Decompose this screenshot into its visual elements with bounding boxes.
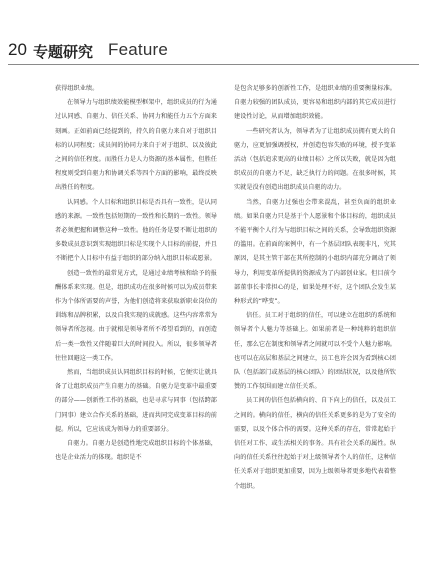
left-text-column: [55, 82, 217, 465]
section-title-english: Feature: [108, 40, 168, 59]
right-text-column: [234, 82, 396, 494]
page-header: [0, 0, 427, 72]
paragraph: 信任。员工对于组织的信任，可以建立在组织的系统和领导者个人魅力等基础上。如果前者是一种纯粹的组织信任，那么它在制度和领导者之间就可以不受个人魅力影响。也可以在高层和基层之间建立，员工也许会因为看到核心团队（包括部门或基层的核心团队）的团结状况，以及他所钦赞的工作氛围而建立信任关系。: [234, 312, 396, 391]
page-number: 20: [8, 40, 27, 59]
paragraph: 一些研究者认为，领导者为了让组织成员拥有更大的自驱力，应更加强调授权，并创造包容失败的环境，授予变革活动（包括追求更高的业绩目标）之所以失败，就是因为组织成员的自驱力不足，缺乏执行力的问题。在很多时候，其实就是没有创造出组织成员自驱的动力。: [234, 127, 396, 192]
paragraph: 获得组织业绩。: [55, 85, 99, 92]
paragraph: 是包含足够多的创新性工作，是组织业绩的重要衡量标准。自驱力较强的团队成员，更容易和组织内部的其它成员进行建设性讨论，从而增加组织效能。: [234, 85, 396, 121]
paragraph: 创造一致性的最常见方式，是通过业绩考核和给予的报酬体系来实现。但是，组织成功在很多时候可以为成员带来作为个体所需要的声誉，为他们创造将来获取新职业岗位的训练和品牌积累，以及自我实现的成就感。这些内容常常为领导者所忽视。由于就根是领导者所不希望看到的，而创造后一类一致性又伴随着巨大的时间投入。所以，很多领导者往往回避这一类工作。: [55, 269, 217, 362]
paragraph: 然而，当组织成员认同组织目标的时候，它便实让就具备了让组织成员产生自驱力的基础。自驱力是变革中最重要的部分——创新性工作的基础，也是寻求与同事（包括跨部门同事）建立合作关系的基础，进而共同完成变革目标的前提。所以，它应该成为领导力的重要部分。: [55, 369, 217, 433]
section-title-chinese: 专题研究: [33, 43, 94, 61]
paragraph: 认同感。个人目标和组织目标是否具有一致性，是认同感的来源。一致性包括短期的一致性和长期的一致性。领导者必须把握和调整这种一致性。他的任务是要不断让组织的多数成员意识到实现组织目标是实现个人目标的前提，并且不断把个人目标中有益于组织的部分纳入组织目标或愿景。: [55, 198, 217, 263]
paragraph: 自驱力。自驱力是创造性地完成组织目标的个体基础，也是企业活力的体现。组织是不: [55, 440, 217, 462]
header-divider: [8, 64, 419, 65]
paragraph: 在领导力与组织绩效能模型框架中，组织成员的行为通过认同感、自驱力、信任关系、协同力和能任力五个方面来刻画。正如前面已经提到的，持久的自驱力来自对于组织目标的认同程度；成员间的协同力来自于对于组织、以及彼此之间的信任程度。而胜任力是人力资源的基本属性，但胜任程度则受到自驱力和协调关系等四个方面的影响，最终反映出胜任的程度。: [55, 99, 217, 192]
paragraph: 当然，自驱力过强也会带来混乱，甚至负面的组织业绩。如果自驱力只是基于个人愿景和个体目标的，组织成员不能平衡个人行为与组织目标之间的关系，会导致组织资源的滥用。在前面的案例中，有一个基层团队表现非凡，究其原因，是其主管干部在其所控制的小组织内部充分调动了领导力，利用变革所提供的资源成为了内部创业家。但目前令部董事长非常担心的是，如果处理不好，这个团队会发生某种形式的“哗变”。: [234, 198, 396, 306]
paragraph: 员工间的信任包括横向的、自下向上的信任，以及员工之间的。横向的信任，横向的信任关系更多的是为了安全的需要，以及个体合作的需要。这种关系的存在，常常起始于信任对工作、或生活相关的事务。具有社会关系的属性。纵向的信任关系往往起始于对上级领导者个人的信任，这种信任关系对于组织更加重要，因为上级领导者更多地代表着整个组织。: [234, 397, 396, 490]
